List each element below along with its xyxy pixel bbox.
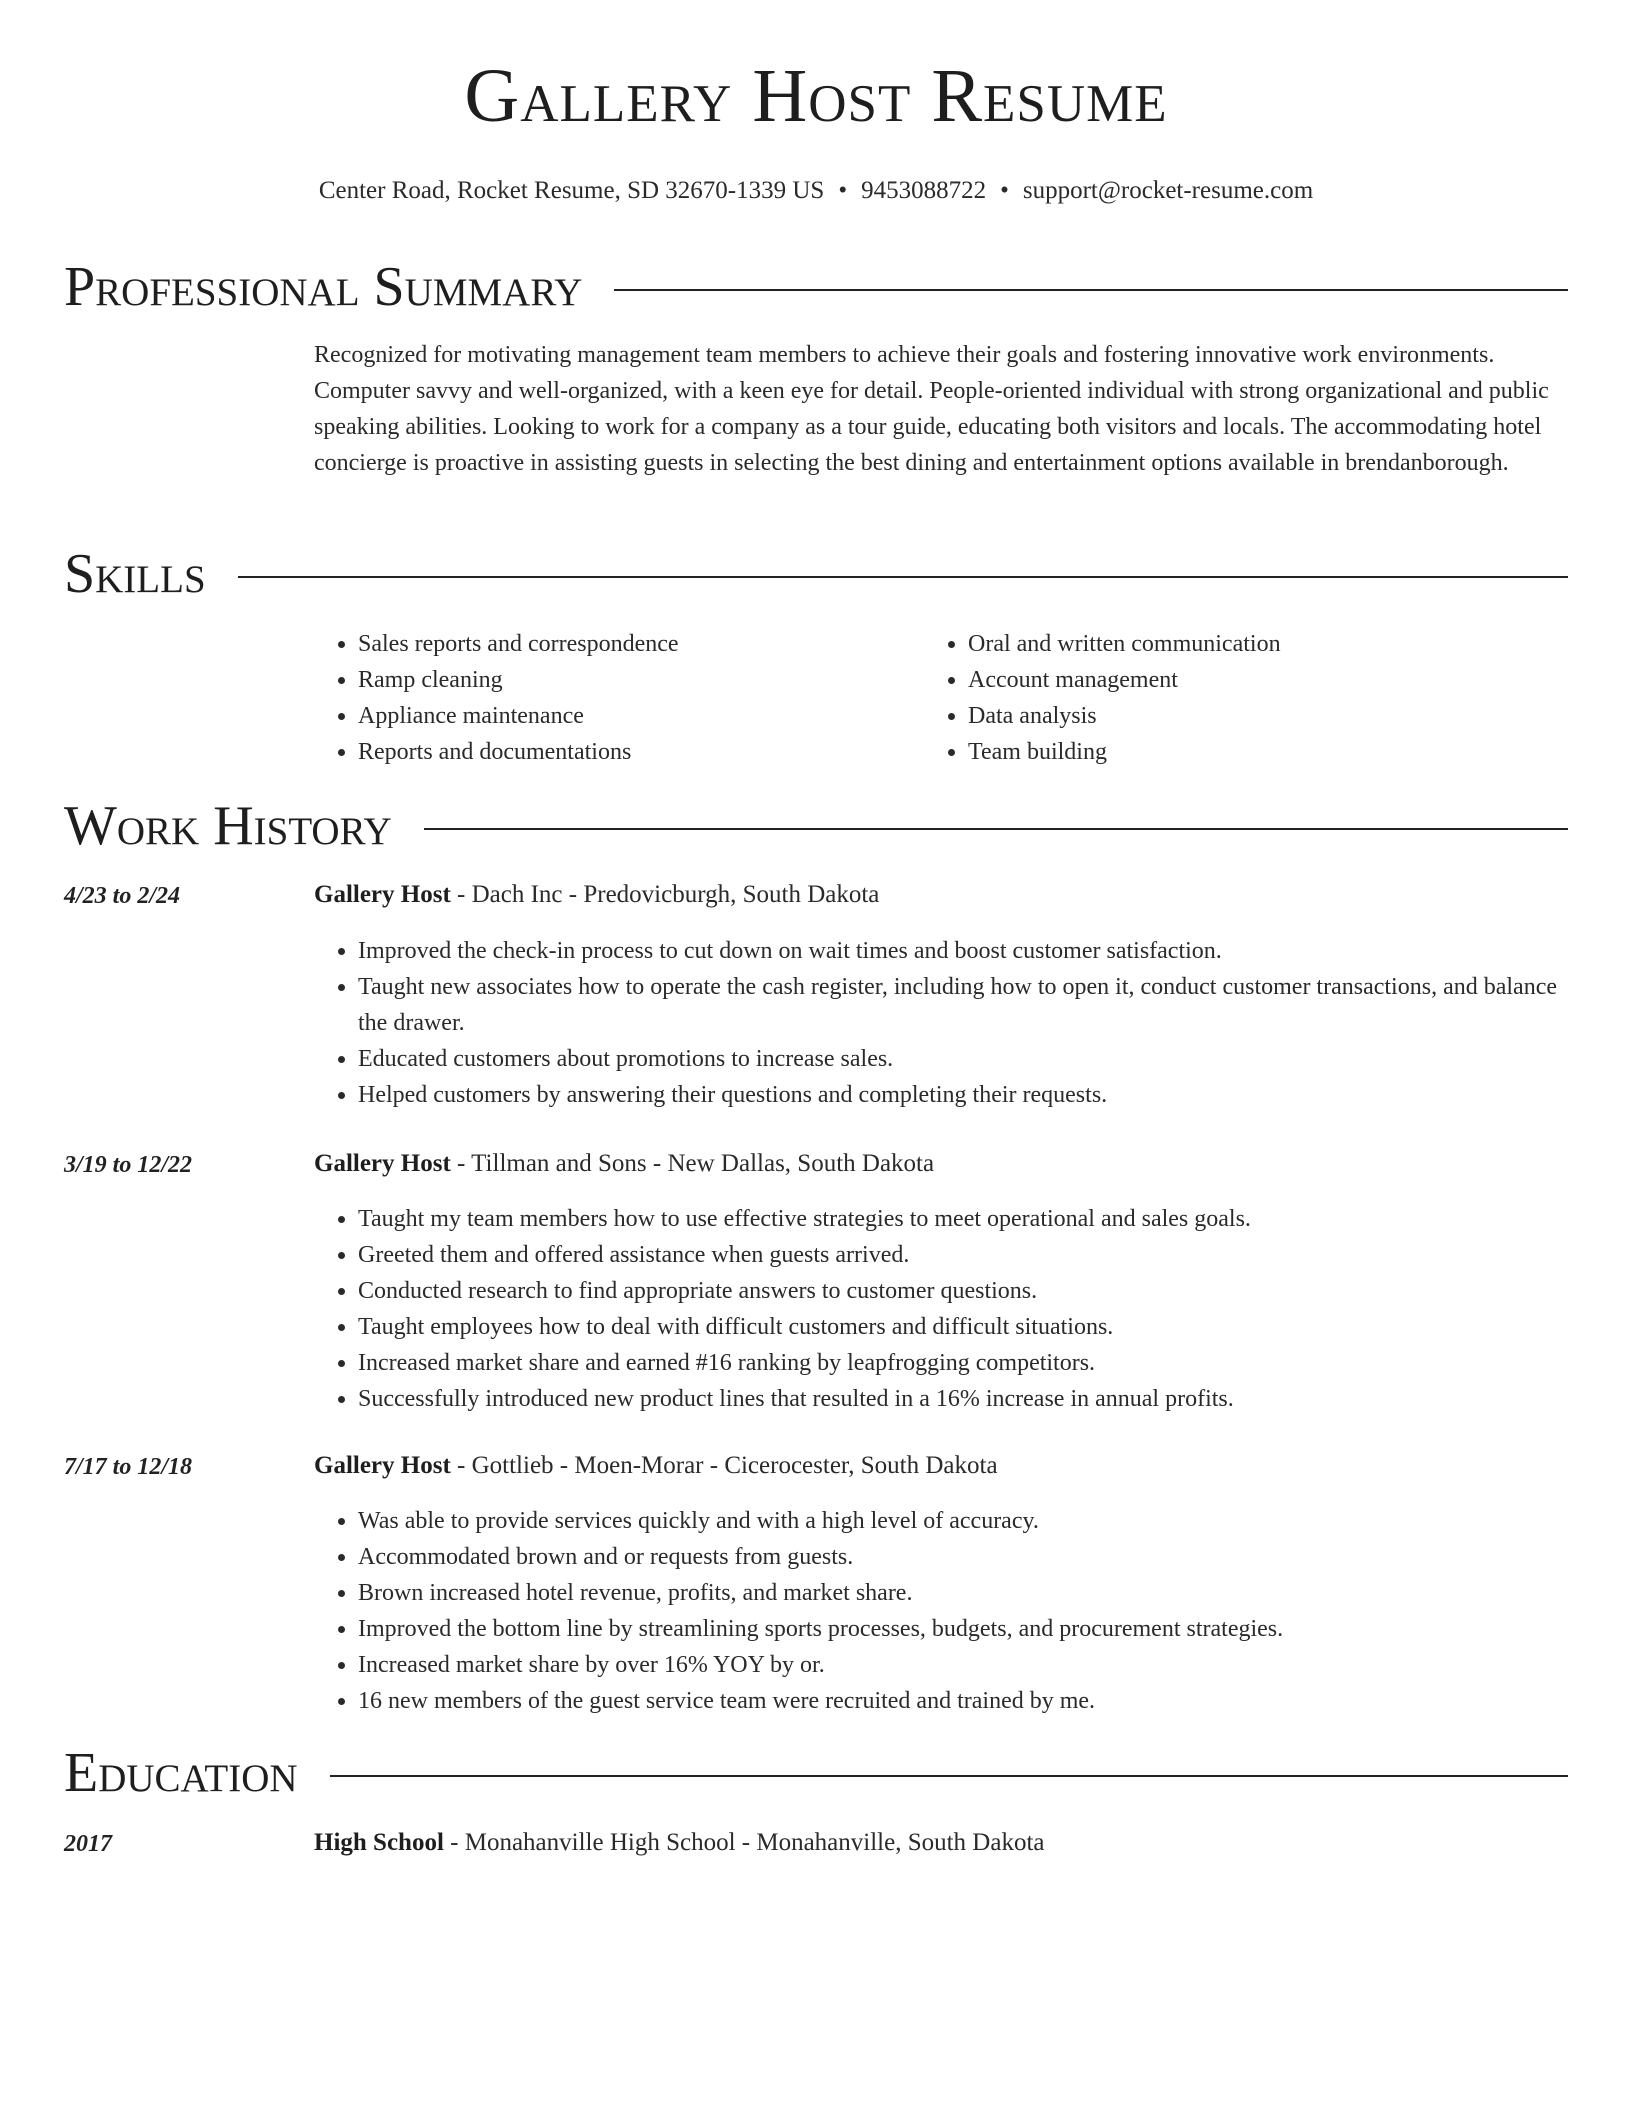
job-title-line [314,1149,934,1179]
skill-item: • Appliance maintenance [358,698,914,734]
summary-text: Recognized for motivating management team members to achieve their goals and fostering innovative work environments. Computer savvy and well-organized, with a keen eye for detail. People-oriented individual with strong organizational and public speaking abilities. Looking to work for a company as a tour guide, educating both visitors and locals. The accommodating hotel concierge is proactive in assisting guests in selecting the best dining and entertainment options available in brendanborough. [314,342,1549,476]
skill-item: • Oral and written communication [968,626,1564,662]
education-details: - Monahanville High School - Monahanville, South Dakota [443,1829,1045,1856]
section-divider [330,1775,1568,1777]
skill-item: • Team building [968,734,1564,770]
education-line [314,1828,1045,1858]
job-bullet: • Educated customers about promotions to increase sales. [358,1041,1574,1077]
job-bullet: • Accommodated brown and or requests from guests. [358,1539,1574,1575]
summary-section-header [64,256,1568,318]
job-bullet: • Increased market share and earned #16 ranking by leapfrogging competitors. [358,1345,1574,1381]
contact-email: support@rocket-resume.com [1022,177,1314,204]
job-bullets [314,1201,1574,1417]
job-bullet: • Conducted research to find appropriate answers to customer questions. [358,1273,1574,1309]
job-bullet: • Successfully introduced new product lines that resulted in a 16% increase in annual profits. [358,1381,1574,1417]
skill-item: • Account management [968,662,1564,698]
job-bullet: • Taught employees how to deal with difficult customers and difficult situations. [358,1309,1574,1345]
job-details: - Gottlieb - Moen-Morar - Cicerocester, South Dakota [450,1452,998,1479]
education-heading: Education [64,1742,298,1804]
job-bullet: • Improved the bottom line by streamlining sports processes, budgets, and procurement strategies. [358,1611,1574,1647]
skills-section-header [64,543,1568,605]
summary-heading: Professional Summary [64,256,583,318]
job-bullet: • Helped customers by answering their questions and completing their requests. [358,1077,1574,1113]
skills-heading: Skills [64,543,206,605]
job-bullet: • Increased market share by over 16% YOY by or. [358,1647,1574,1683]
skills-column-right [924,626,1564,770]
job-details: - Tillman and Sons - New Dallas, South Dakota [450,1150,935,1177]
skill-item: • Data analysis [968,698,1564,734]
job-bullet: • Was able to provide services quickly and with a high level of accuracy. [358,1503,1574,1539]
job-bullets [314,933,1574,1113]
education-section-header [64,1742,1568,1804]
job-details: - Dach Inc - Predovicburgh, South Dakota [450,881,880,908]
education-date: 2017 [64,1831,112,1857]
skill-item: • Sales reports and correspondence [358,626,914,662]
job-bullet: • Taught new associates how to operate the cash register, including how to open it, conduct customer transactions, and balance the drawer. [358,969,1574,1041]
skill-item: • Ramp cleaning [358,662,914,698]
job-title-line [314,1451,998,1481]
section-divider [424,828,1568,830]
education-degree: High School [314,1829,444,1856]
job-bullet: • Brown increased hotel revenue, profits, and market share. [358,1575,1574,1611]
contact-phone: 9453088722 [861,177,987,204]
contact-separator: • [838,177,848,204]
skills-column-left [314,626,914,770]
job-bullet: • 16 new members of the guest service team were recruited and trained by me. [358,1683,1574,1719]
section-divider [238,576,1568,578]
contact-line [0,176,1632,206]
skill-item: • Reports and documentations [358,734,914,770]
job-title: Gallery Host [314,881,451,908]
contact-address: Center Road, Rocket Resume, SD 32670-1339 US [318,177,825,204]
job-date: 7/17 to 12/18 [64,1454,193,1480]
resume-title: Gallery Host Resume [464,54,1168,138]
job-bullet: • Improved the check-in process to cut down on wait times and boost customer satisfaction. [358,933,1574,969]
job-title: Gallery Host [314,1452,451,1479]
contact-separator: • [1000,177,1009,204]
work-heading: Work History [64,795,392,857]
job-title-line [314,880,879,910]
job-date: 4/23 to 2/24 [64,883,181,909]
job-bullets [314,1503,1574,1719]
job-date: 3/19 to 12/22 [64,1152,193,1178]
section-divider [614,289,1568,291]
job-title: Gallery Host [314,1150,451,1177]
job-bullet: • Greeted them and offered assistance when guests arrived. [358,1237,1574,1273]
work-section-header [64,795,1568,857]
job-bullet: • Taught my team members how to use effective strategies to meet operational and sales goals. [358,1201,1574,1237]
